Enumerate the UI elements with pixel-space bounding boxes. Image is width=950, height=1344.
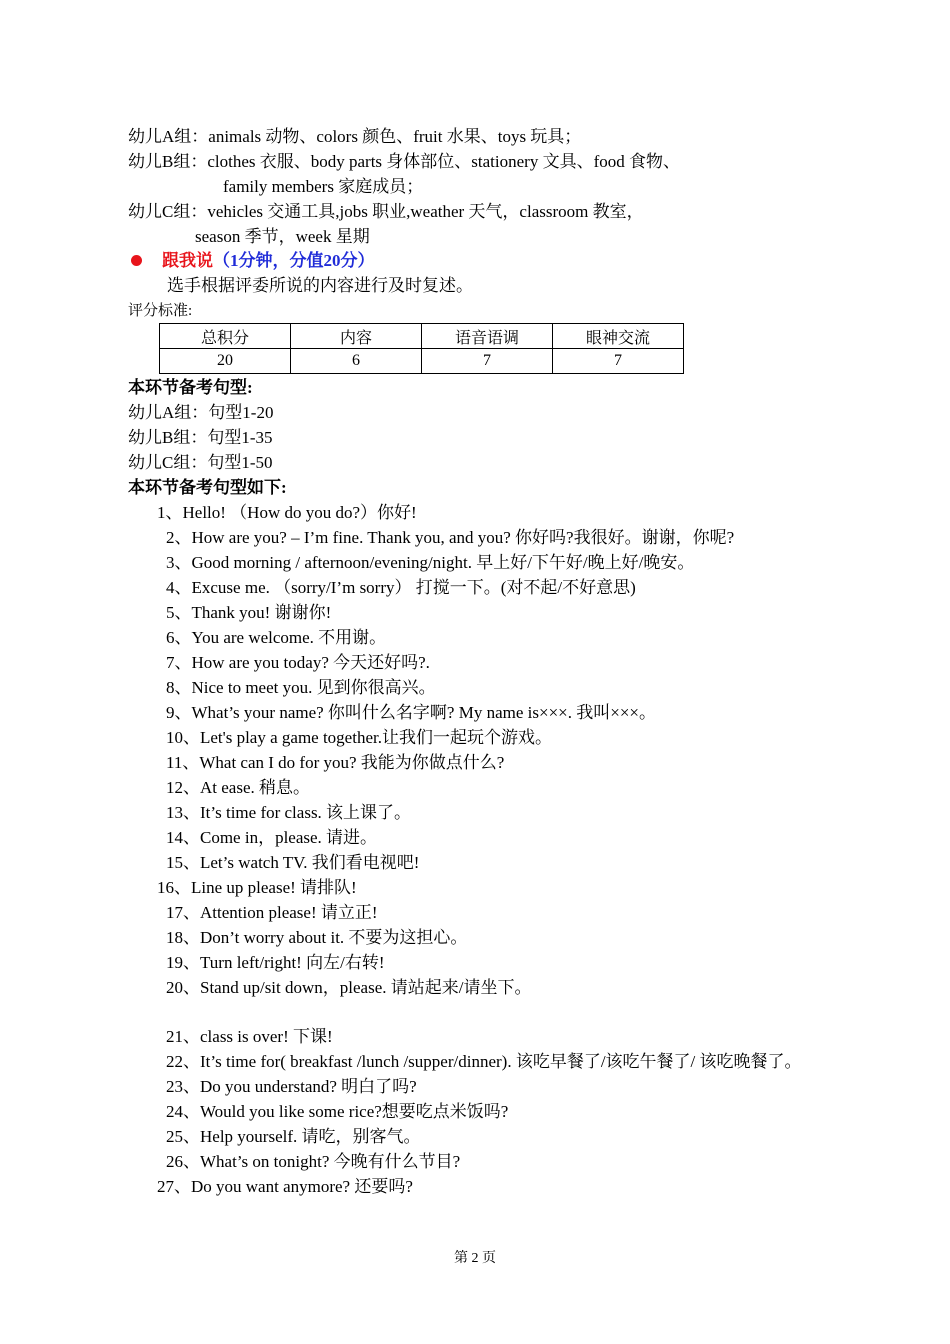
sentence-item: 5、Thank you! 谢谢你! bbox=[166, 603, 332, 622]
score-table bbox=[159, 323, 684, 374]
score-table-value-row bbox=[160, 349, 684, 374]
group-b-label: 幼儿B组： bbox=[128, 152, 208, 171]
group-c-line bbox=[128, 200, 644, 224]
score-header-total: 总积分 bbox=[160, 324, 291, 349]
sentence-item: 24、Would you like some rice?想要吃点米饭吗? bbox=[166, 1102, 509, 1121]
score-value-eye-contact: 7 bbox=[553, 349, 684, 374]
group-c-line2: season 季节，week 星期 bbox=[195, 227, 370, 246]
prep-list-heading: 本环节备考句型如下: bbox=[128, 478, 287, 497]
sentence-item: 6、You are welcome. 不用谢。 bbox=[166, 628, 387, 647]
section-heading bbox=[162, 249, 375, 273]
sentence-item: 9、What’s your name? 你叫什么名字啊? My name is×××. 我叫×××。 bbox=[166, 703, 657, 722]
sentence-item: 17、Attention please! 请立正! bbox=[166, 903, 378, 922]
sentence-item: 13、It’s time for class. 该上课了。 bbox=[166, 803, 412, 822]
sentence-item: 20、Stand up/sit down，please. 请站起来/请坐下。 bbox=[166, 978, 532, 997]
sentence-item: 21、class is over! 下课! bbox=[166, 1027, 333, 1046]
group-b-line bbox=[128, 150, 680, 174]
sentence-item: 8、Nice to meet you. 见到你很高兴。 bbox=[166, 678, 436, 697]
score-table-header-row bbox=[160, 324, 684, 349]
page-number: 第 2 页 bbox=[454, 1251, 496, 1266]
prep-group-a: 幼儿A组：句型1-20 bbox=[128, 403, 274, 422]
group-a-text: animals 动物、colors 颜色、fruit 水果、toys 玩具； bbox=[208, 127, 582, 146]
score-header-eye-contact: 眼神交流 bbox=[553, 324, 684, 349]
section-title-note: （1分钟，分值20分） bbox=[213, 251, 375, 270]
sentence-item: 12、At ease. 稍息。 bbox=[166, 778, 311, 797]
sentence-item: 7、How are you today? 今天还好吗?. bbox=[166, 653, 430, 672]
sentence-item: 19、Turn left/right! 向左/右转! bbox=[166, 953, 385, 972]
section-description: 选手根据评委所说的内容进行及时复述。 bbox=[167, 276, 473, 295]
sentence-item: 10、Let's play a game together.让我们一起玩个游戏。 bbox=[166, 728, 552, 747]
criteria-label: 评分标准: bbox=[128, 303, 193, 319]
sentence-item: 3、Good morning / afternoon/evening/night. 早上好/下午好/晚上好/晚安。 bbox=[166, 553, 695, 572]
score-header-pronunciation: 语音语调 bbox=[422, 324, 553, 349]
group-a-label: 幼儿A组： bbox=[128, 127, 209, 146]
group-b-text: clothes 衣服、body parts 身体部位、stationery 文具、food 食物、 bbox=[207, 152, 680, 171]
sentence-item: 1、Hello! （How do you do?）你好! bbox=[157, 503, 417, 522]
sentence-item: 14、Come in，please. 请进。 bbox=[166, 828, 378, 847]
group-c-text: vehicles 交通工具,jobs 职业,weather 天气，classroom 教室， bbox=[207, 202, 644, 221]
section-title: 跟我说 bbox=[162, 251, 213, 270]
sentence-item: 11、What can I do for you? 我能为你做点什么? bbox=[166, 753, 505, 772]
sentence-item: 4、Excuse me. （sorry/I’m sorry） 打搅一下。(对不起/不好意思) bbox=[166, 578, 636, 597]
sentence-item: 15、Let’s watch TV. 我们看电视吧! bbox=[166, 853, 420, 872]
score-value-pronunciation: 7 bbox=[422, 349, 553, 374]
group-c-label: 幼儿C组： bbox=[128, 202, 208, 221]
group-b-line2: family members 家庭成员； bbox=[223, 177, 424, 196]
score-value-total: 20 bbox=[160, 349, 291, 374]
sentence-item: 25、Help yourself. 请吃，别客气。 bbox=[166, 1127, 421, 1146]
prep-heading: 本环节备考句型: bbox=[128, 378, 253, 397]
sentence-item: 27、Do you want anymore? 还要吗? bbox=[157, 1177, 413, 1196]
sentence-item: 16、Line up please! 请排队! bbox=[157, 878, 357, 897]
group-a-line bbox=[128, 125, 581, 149]
sentence-item: 2、How are you? – I’m fine. Thank you, and you? 你好吗?我很好。谢谢，你呢? bbox=[166, 528, 735, 547]
sentence-item: 23、Do you understand? 明白了吗? bbox=[166, 1077, 417, 1096]
sentence-item: 18、Don’t worry about it. 不要为这担心。 bbox=[166, 928, 468, 947]
prep-group-c: 幼儿C组：句型1-50 bbox=[128, 453, 273, 472]
sentence-item: 26、What’s on tonight? 今晚有什么节目? bbox=[166, 1152, 461, 1171]
bullet-dot-icon bbox=[131, 255, 142, 266]
score-value-content: 6 bbox=[291, 349, 422, 374]
sentence-item: 22、It’s time for( breakfast /lunch /supper/dinner). 该吃早餐了/该吃午餐了/ 该吃晚餐了。 bbox=[166, 1052, 802, 1071]
score-header-content: 内容 bbox=[291, 324, 422, 349]
prep-group-b: 幼儿B组：句型1-35 bbox=[128, 428, 273, 447]
